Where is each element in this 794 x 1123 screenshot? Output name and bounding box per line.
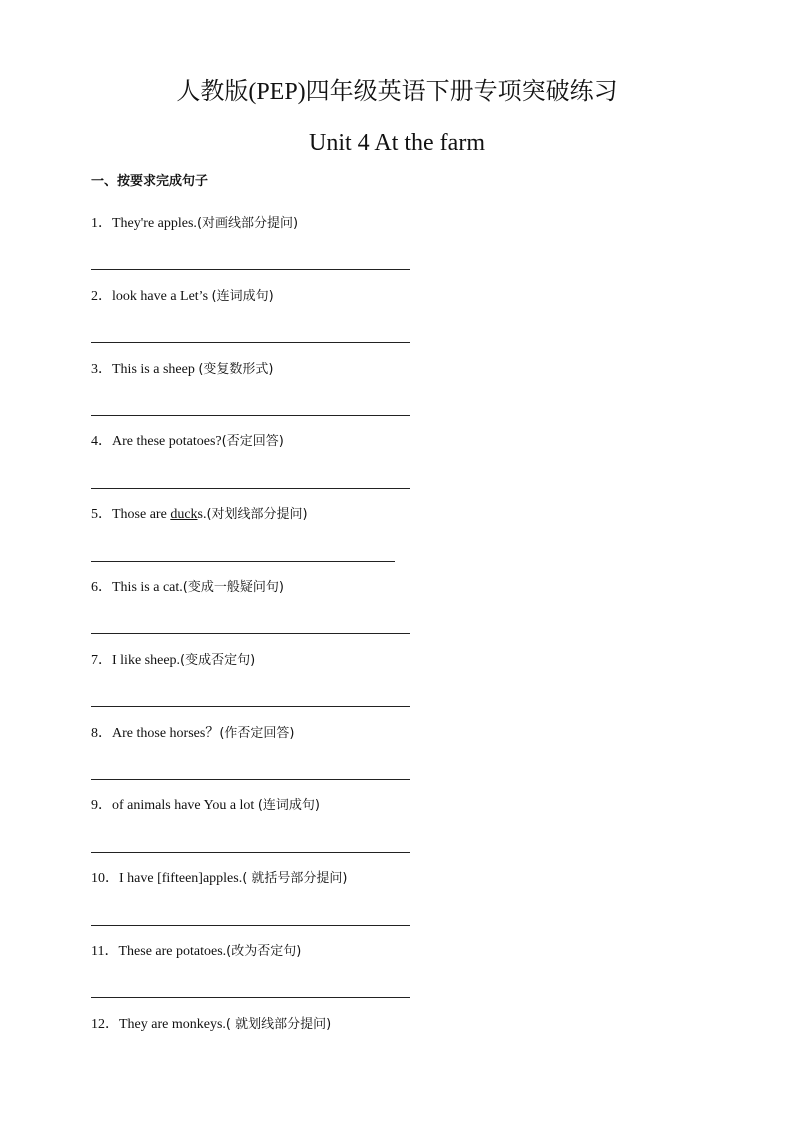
question-number: 4． xyxy=(91,434,112,449)
question-number: 7． xyxy=(91,653,112,668)
question-3 xyxy=(91,360,273,380)
question-number: 6． xyxy=(91,580,112,595)
answer-line-7[interactable] xyxy=(91,706,410,707)
question-number: 5． xyxy=(91,507,112,522)
answer-line-9[interactable] xyxy=(91,852,410,853)
question-hint: ( 就划线部分提问) xyxy=(225,1017,332,1032)
question-hint: (对划线部分提问) xyxy=(206,507,308,522)
question-11 xyxy=(91,942,301,962)
question-number: 9． xyxy=(91,798,112,813)
answer-line-2[interactable] xyxy=(91,342,410,343)
question-text: Those are xyxy=(112,507,171,522)
question-hint: (变成一般疑问句) xyxy=(182,580,284,595)
question-number: 2． xyxy=(91,289,112,304)
question-hint: (连词成句) xyxy=(257,798,320,813)
question-number: 10． xyxy=(91,871,119,886)
question-number: 1． xyxy=(91,216,112,231)
question-text: They are monkeys. xyxy=(119,1017,226,1032)
question-12 xyxy=(91,1015,331,1035)
question-number: 11． xyxy=(91,944,119,959)
answer-line-3[interactable] xyxy=(91,415,410,416)
question-9 xyxy=(91,796,320,816)
question-text: look have a Let’s xyxy=(112,289,212,304)
question-text-suffix: s. xyxy=(197,507,207,522)
question-hint: (变复数形式) xyxy=(198,362,274,377)
answer-line-8[interactable] xyxy=(91,779,410,780)
question-10 xyxy=(91,869,348,889)
unit-title: Unit 4 At the farm xyxy=(309,130,485,156)
question-number: 12． xyxy=(91,1017,119,1032)
question-text: Are these potatoes? xyxy=(112,434,222,449)
question-hint: (对画线部分提问) xyxy=(196,216,299,231)
question-hint: (连词成句) xyxy=(211,289,274,304)
question-7 xyxy=(91,651,255,671)
question-8 xyxy=(91,724,294,744)
question-text: Are those horses？ xyxy=(112,726,220,741)
answer-line-4[interactable] xyxy=(91,488,410,489)
question-6 xyxy=(91,578,284,598)
question-text: This is a sheep xyxy=(112,362,199,377)
answer-line-11[interactable] xyxy=(91,997,410,998)
question-hint: (作否定回答) xyxy=(219,726,295,741)
question-number: 8． xyxy=(91,726,112,741)
question-text: These are potatoes. xyxy=(118,944,227,959)
question-hint: (否定回答) xyxy=(221,434,284,449)
answer-line-1[interactable] xyxy=(91,269,410,270)
page-title: 人教版(PEP)四年级英语下册专项突破练习 xyxy=(176,79,618,105)
answer-line-6[interactable] xyxy=(91,633,410,634)
question-hint: (改为否定句) xyxy=(226,944,302,959)
answer-line-5[interactable] xyxy=(91,561,395,562)
question-text: of animals have You a lot xyxy=(112,798,258,813)
question-1 xyxy=(91,214,298,234)
question-text: This is a cat. xyxy=(112,580,183,595)
question-5 xyxy=(91,505,308,525)
question-hint: (变成否定句) xyxy=(180,653,256,668)
question-number: 3． xyxy=(91,362,112,377)
underlined-word: duck xyxy=(170,507,198,522)
question-text: I have [fifteen]apples. xyxy=(119,871,243,886)
question-hint: ( 就括号部分提问) xyxy=(242,871,348,886)
question-text: They're apples. xyxy=(112,216,197,231)
section-heading: 一、按要求完成句子 xyxy=(91,174,209,189)
question-2 xyxy=(91,287,274,307)
question-4 xyxy=(91,432,284,452)
question-text: I like sheep. xyxy=(112,653,181,668)
answer-line-10[interactable] xyxy=(91,925,410,926)
